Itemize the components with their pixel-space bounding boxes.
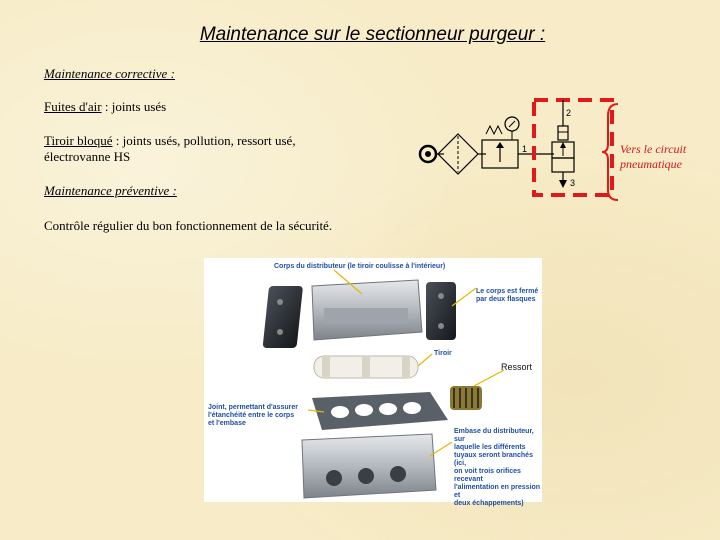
spring-icon — [486, 126, 502, 134]
preventive-text: Contrôle régulier du bon fonctionnement de la sécurité. — [44, 218, 333, 233]
tiroir-label: Tiroir bloqué — [44, 133, 113, 148]
fuites-label: Fuites d'air — [44, 99, 102, 114]
circuit-note — [620, 142, 716, 172]
embase-caption-2: laquelle les différents — [454, 444, 526, 451]
flasques-caption-1: Le corps est fermé — [476, 288, 539, 295]
page-title: Maintenance sur le sectionneur purgeur : — [199, 24, 546, 45]
flasques-caption-2: par deux flasques — [476, 296, 536, 303]
port-1-label: 1 — [522, 144, 528, 154]
exhaust-arrow-icon — [559, 180, 567, 188]
spring — [450, 386, 482, 410]
base — [302, 434, 436, 498]
embase-caption-4: on voit trois orifices recevant — [454, 468, 521, 483]
valve-icon — [482, 140, 518, 168]
embase-caption — [454, 428, 542, 508]
exploded-valve-image — [204, 258, 542, 507]
gauge-icon — [505, 117, 519, 140]
preventive-heading: Maintenance préventive : — [44, 183, 177, 198]
embase-caption-3: tuyaux seront branchés (ici, — [454, 452, 533, 467]
circuit-note-line-1: Vers le circuit — [620, 142, 687, 156]
left-flange — [263, 286, 304, 348]
tiroir-line — [44, 133, 344, 165]
gasket — [312, 392, 448, 430]
embase-caption-6: deux échappements) — [454, 500, 524, 507]
port-3-label: 3 — [570, 178, 576, 188]
flasques-caption — [476, 288, 538, 304]
tiroir-caption: Tiroir — [434, 350, 452, 357]
joint-caption — [208, 404, 298, 428]
embase-caption-5: l'alimentation en pression et — [454, 484, 541, 499]
joint-caption-1: Joint, permettant d'assurer — [208, 404, 298, 411]
joint-caption-3: et l'embase — [208, 420, 246, 427]
joint-caption-2: l'étanchéité entre le corps — [208, 412, 295, 419]
corps-caption: Corps du distributeur (le tiroir coulisse à l'intérieur) — [274, 263, 446, 270]
corrective-heading: Maintenance corrective : — [44, 66, 175, 81]
tiroir-text-2: électrovanne HS — [44, 149, 131, 164]
shutoff-valve-icon — [552, 126, 574, 172]
ressort-caption: Ressort — [501, 362, 533, 372]
fuites-text: : joints usés — [101, 99, 167, 114]
circuit-note-line-2: pneumatique — [620, 157, 682, 171]
fuites-line — [44, 99, 166, 115]
embase-caption-1: Embase du distributeur, sur — [454, 428, 534, 443]
tiroir-text: : joints usés, pollution, ressort usé, — [112, 133, 296, 148]
distributor-body — [312, 280, 422, 340]
port-2-label: 2 — [566, 108, 572, 118]
pressure-source-icon — [420, 146, 436, 162]
spool — [314, 356, 418, 378]
right-flange — [426, 282, 456, 340]
